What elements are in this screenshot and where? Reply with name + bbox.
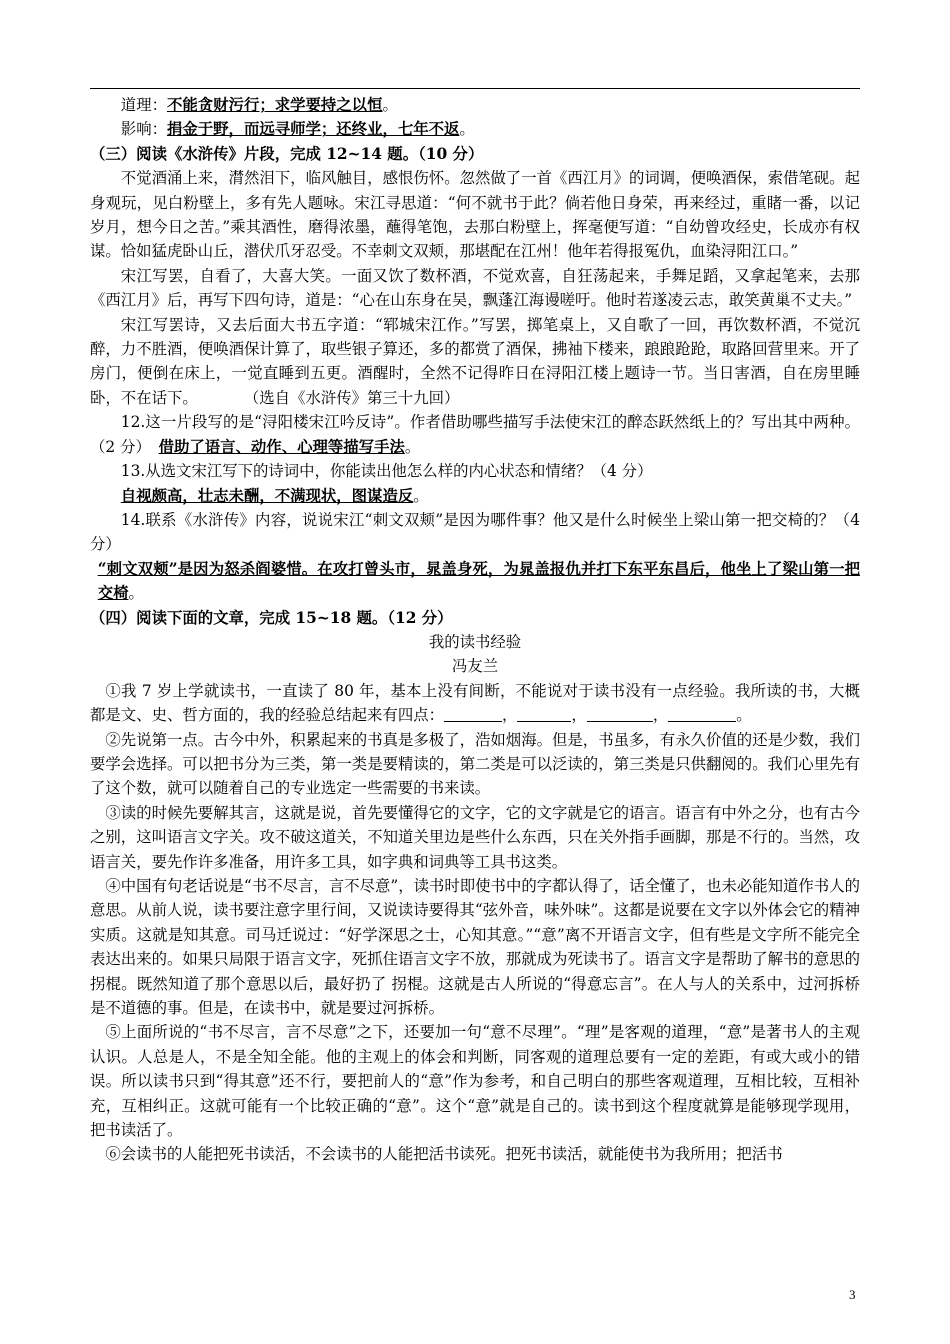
answer-13: 自视颇高，壮志未酬，不满现状，图谋造反 [120,486,414,505]
article-paragraph: ②先说第一点。古今中外，积累起来的书真是多极了，浩如烟海。但是，书虽多，有永久价值的还是少数，我们要学会选择。可以把书分为三类，第一类是要精读的，第二类是可以泛读的，第三类是只供翻阅的。我们心里先有了这个数，就可以随着自己的专业选定一些需要的书来读。 [90,730,860,798]
answer-13-line: 自视颇高，壮志未酬，不满现状，图谋造反。 [120,486,429,505]
article-paragraph: ⑤上面所说的“书不尽言，言不尽意”之下，还要加一句“意不尽理”。“理”是客观的道理，“意”是著书人的主观认识。人总是人，不是全知全能。他的主观上的体会和判断，同客观的道理总要有一定的差距，有或大或小的错误。所以读书只到“得其意”还不行，要把前人的“意”作为参考，和自己明白的那些客观道理，互相比较，互相补充，互相纠正。这就可能有一个比较正确的“意”。这个“意”就是自己的。读书到这个程度就算是能够现学现用，把书读活了。 [90,1023,860,1140]
impact-line: 影响：捐金于野，而远寻师学；还终业，七年不返。 [120,120,475,139]
page-number: 3 [849,1287,856,1302]
article-paragraph: ④中国有句老话说是“书不尽言，言不尽意”，读书时即使书中的字都认得了，话全懂了，也未必能知道作书人的意思。从前人说，读书要注意字里行间，又说读诗要得其“弦外音，味外味”。这都是说要在文字以外体会它的精神实质。这就是知其意。司马迁说过：“好学深思之士，心知其意。”“意”离不开语言文字，但有些是文字所不能完全表达出来的。如果只局限于语言文字，死抓住语言文字不放，那就成为死读书了。语言文字是帮助了解书的意思的拐棍。既然知道了那个意思以后，最好扔了 拐棍。这就是古人所说的“得意忘言”。在人与人的关系中，过河拆桥是不道德的事。但是，在读书中，就是要过河拆桥。 [90,877,860,1018]
article-paragraph-1: ①我 7 岁上学就读书，一直读了 80 年，基本上没有间断，不能说对于读书没有一点经验。我所读的书，大概都是文、史、哲方面的，我的经验总结起来有四点： ， ， ， 。 [90,681,860,725]
impact-answer: 捐金于野，而远寻师学；还终业，七年不返 [166,120,460,139]
article-paragraph: ③读的时候先要解其言，这就是说，首先要懂得它的文字，它的文字就是它的语言。语言有中外之分，也有古今之别，这叫语言文字关。攻不破这道关，不知道关里边是些什么东西，只在关外指手画脚，那是不行的。当然，攻语言关，要先作许多准备，用许多工具，如字典和词典等工具书这类。 [90,803,860,871]
passage-paragraph: 不觉酒涌上来，潸然泪下，临风触目，感恨伤怀。忽然做了一首《西江月》的词调，便唤酒保，索借笔砚。起身观玩，见白粉壁上，多有先人题咏。宋江寻思道：“何不就书于此？倘若他日身荣，再来经过，重睹一番，以记岁月，想今日之苦。”乘其酒性，磨得浓墨，蘸得笔饱，去那白粉壁上，挥毫便写道：“自幼曾攻经史，长成亦有权谋。恰如猛虎卧山丘，潜伏爪牙忍受。不幸刺文双颊，那堪配在江州！他年若得报冤仇，血染浔阳江口。” [90,169,860,261]
answer-14: “刺文双颊”是因为怒杀阎婆惜。在攻打曾头市，晁盖身死，为晁盖报仇并打下东平东昌后，他坐上了梁山第一把交椅 [97,559,860,603]
answer-14-line: “刺文双颊”是因为怒杀阎婆惜。在攻打曾头市，晁盖身死，为晁盖报仇并打下东平东昌后，他坐上了梁山第一把交椅。 [97,559,860,603]
moral-label: 道理： [120,96,167,114]
impact-label: 影响： [120,120,167,139]
section3-heading: （三）阅读《水浒传》片段，完成 12~14 题。（10 分） [90,144,484,163]
answer-blank[interactable] [517,707,571,722]
question-12: 12.这一片段写的是“浔阳楼宋江吟反诗”。作者借助哪些描写手法使宋江的醉态跃然纸上的？写出其中两种。（2 分） 借助了语言、动作、心理等描写手法。 [90,413,860,456]
question-13: 13.从选文宋江写下的诗词中，你能读出他怎么样的内心状态和情绪？（4 分） [120,462,653,481]
passage-paragraph: 宋江写罢诗，又去后面大书五字道：“郓城宋江作。”写罢，掷笔桌上，又自歌了一回，再饮数杯酒，不觉沉醉，力不胜酒，便唤酒保计算了，取些银子算还，多的都赏了酒保，拂袖下楼来，踉踉跄跄，取路回营里来。开了房门，便倒在床上，一觉直睡到五更。酒醒时，全然不记得昨日在浔阳江楼上题诗一节。当日害酒，自在房里睡卧，不在话下。 （选自《水浒传》第三十九回） [90,315,860,407]
question-14: 14.联系《水浒传》内容，说说宋江“刺文双颊”是因为哪件事？他又是什么时候坐上梁山第一把交椅的？（4 分） [90,510,860,554]
article-paragraph: ⑥会读书的人能把死书读活，不会读书的人能把活书读死。把死书读活，就能使书为我所用；把活书 [105,1145,783,1164]
question-12-text: 12.这一片段写的是“浔阳楼宋江吟反诗”。作者借助哪些描写手法使宋江的醉态跃然纸上的？写出其中两种。（2 分） [90,413,860,456]
page-content [90,93,860,1167]
moral-answer: 不能贪财污行；求学要持之以恒 [166,96,383,114]
answer-12: 借助了语言、动作、心理等描写手法 [158,437,405,456]
passage-paragraph: 宋江写罢，自看了，大喜大笑。一面又饮了数杯酒，不觉欢喜，自狂荡起来，手舞足蹈，又拿起笔来，去那《西江月》后，再写下四句诗，道是：“心在山东身在吴，飘蓬江海谩嗟吁。他时若遂凌云志，敢笑黄巢不丈夫。” [90,266,860,310]
section4-heading: （四）阅读下面的文章，完成 15~18 题。（12 分） [90,608,453,627]
moral-line: 道理：不能贪财污行；求学要持之以恒。 [120,96,398,114]
answer-blank[interactable] [668,707,736,722]
answer-blank[interactable] [587,707,653,722]
answer-blank[interactable] [444,707,502,722]
article-title: 我的读书经验 [428,632,522,651]
article-author: 冯友兰 [451,657,499,676]
header-rule [90,88,860,89]
